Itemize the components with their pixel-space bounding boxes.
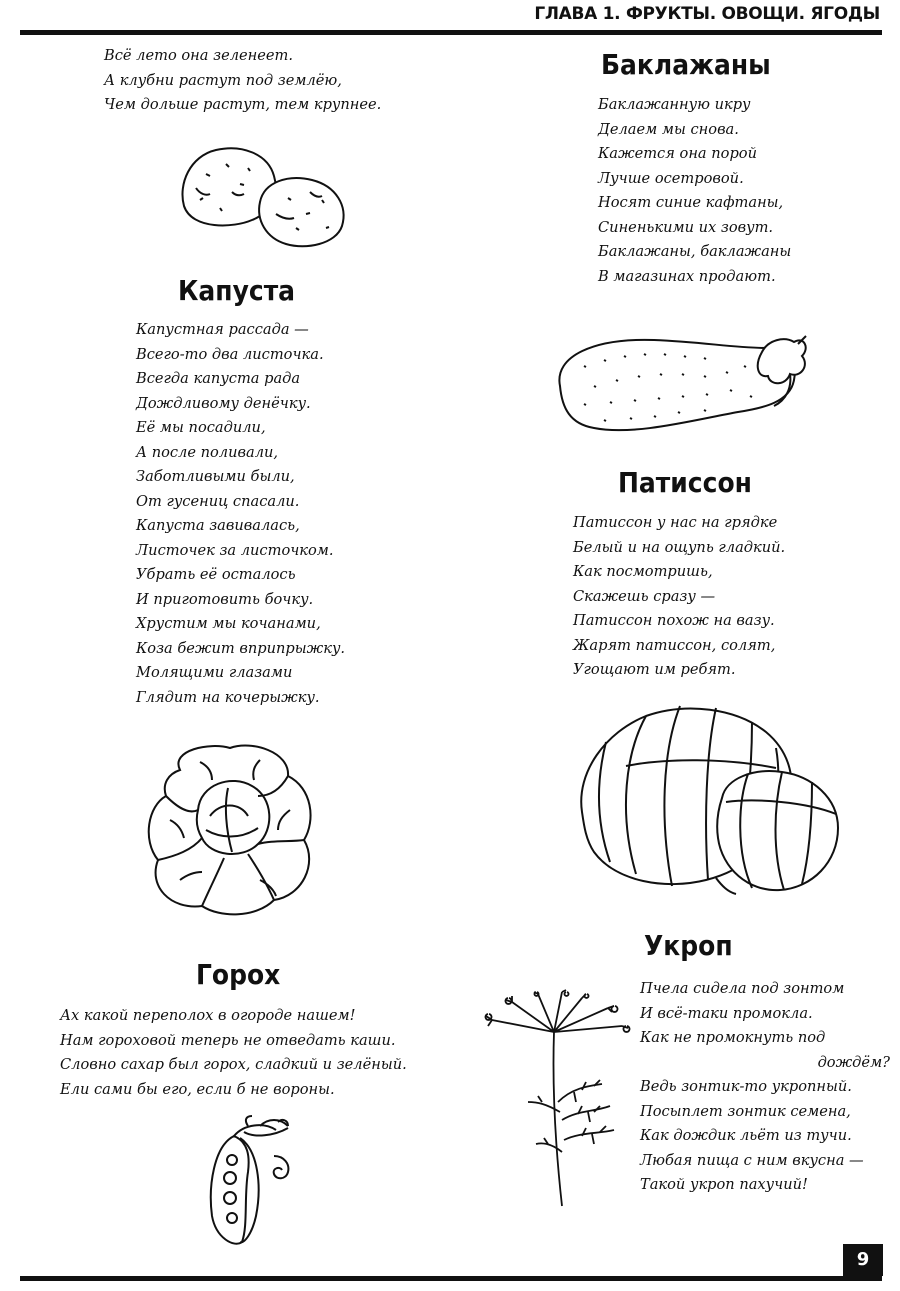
poem-line: Листочек за листочком. (136, 541, 334, 559)
poem-line: Всё лето она зеленеет. (104, 47, 293, 64)
poem-line: Жарят патиссон, солят, (573, 636, 776, 654)
poem-line: Синенькими их зовут. (598, 218, 774, 236)
pea-pod-icon (204, 1116, 304, 1248)
eggplant-icon (554, 326, 810, 438)
poem-line: Ели сами бы его, если б не вороны. (60, 1080, 335, 1098)
poem-line: Угощают им ребят. (573, 661, 736, 678)
potato-icon (176, 144, 352, 252)
poem-squash (573, 511, 785, 683)
poem-line: Любая пища с ним вкусна — (640, 1151, 864, 1169)
poem-line: А клубни растут под землёю, (104, 71, 342, 89)
poem-line: Патиссон похож на вазу. (573, 612, 775, 629)
poem-line: Кажется она порой (598, 145, 757, 162)
poem-line: Делаем мы снова. (598, 120, 739, 138)
squash-title: Патиссон (618, 466, 752, 499)
poem-line: Лучше осетровой. (598, 169, 744, 187)
poem-line: Её мы посадили, (136, 419, 266, 436)
poem-line: Словно сахар был горох, сладкий и зелёный. (60, 1056, 407, 1073)
poem-line: Белый и на ощупь гладкий. (573, 538, 786, 556)
poem-line: От гусениц спасали. (136, 492, 300, 510)
pattypan-squash-icon (576, 702, 844, 902)
poem-line: Коза бежит вприпрыжку. (136, 639, 346, 657)
poem-line: Дождливому денёчку. (136, 394, 311, 412)
poem-line: Всегда капуста рада (136, 370, 301, 387)
poem-line: Молящими глазами (136, 664, 293, 681)
poem-line: В магазинах продают. (598, 267, 776, 285)
poem-line: Как дождик льёт из тучи. (640, 1127, 852, 1144)
footer-rule (20, 1276, 882, 1281)
poem-line: Заботливыми были, (136, 468, 295, 485)
poem-cabbage (136, 318, 345, 710)
poem-peas (60, 1004, 407, 1102)
poem-line: Нам гороховой теперь не отведать каши. (60, 1031, 396, 1049)
poem-line: И всё-таки промокла. (640, 1004, 813, 1022)
dill-title: Укроп (644, 929, 733, 962)
poem-line: Пчела сидела под зонтом (640, 980, 845, 997)
poem-line: Как не промокнуть под (640, 1029, 826, 1046)
cabbage-title: Капуста (178, 274, 296, 307)
poem-line: Патиссон у нас на грядке (573, 514, 778, 531)
page-number: 9 (843, 1244, 883, 1276)
poem-line: Скажешь сразу — (573, 587, 716, 605)
poem-potato (104, 44, 381, 118)
poem-line: Носят синие кафтаны, (598, 194, 784, 211)
cabbage-icon (140, 740, 320, 920)
poem-line: Как посмотришь, (573, 563, 713, 580)
poem-eggplant (598, 93, 791, 289)
poem-line: Такой укроп пахучий! (640, 1176, 808, 1193)
poem-line: Баклажанную икру (598, 96, 751, 113)
poem-line: Хрустим мы кочанами, (136, 615, 321, 632)
poem-line: Глядит на кочерыжку. (136, 688, 320, 706)
poem-line: дождём? (817, 1053, 890, 1071)
poem-line: Ведь зонтик-то укропный. (640, 1078, 852, 1095)
chapter-title: ГЛАВА 1. ФРУКТЫ. ОВОЩИ. ЯГОДЫ (534, 4, 880, 24)
eggplant-title: Баклажаны (601, 48, 771, 81)
header-rule (20, 30, 882, 35)
poem-line: А после поливали, (136, 443, 279, 461)
poem-line: Капустная рассада — (136, 321, 309, 338)
poem-line: Баклажаны, баклажаны (598, 243, 792, 260)
poem-dill (640, 977, 890, 1198)
poem-line: Убрать её осталось (136, 566, 296, 583)
poem-line: Капуста завивалась, (136, 517, 300, 534)
peas-title: Горох (196, 958, 281, 991)
poem-line: Посыплет зонтик семена, (640, 1102, 851, 1120)
poem-line: Ах какой переполох в огороде нашем! (60, 1007, 356, 1024)
poem-line: Всего-то два листочка. (136, 345, 324, 363)
poem-line: И приготовить бочку. (136, 590, 314, 608)
dill-icon (482, 992, 630, 1208)
poem-line: Чем дольше растут, тем крупнее. (104, 96, 382, 113)
